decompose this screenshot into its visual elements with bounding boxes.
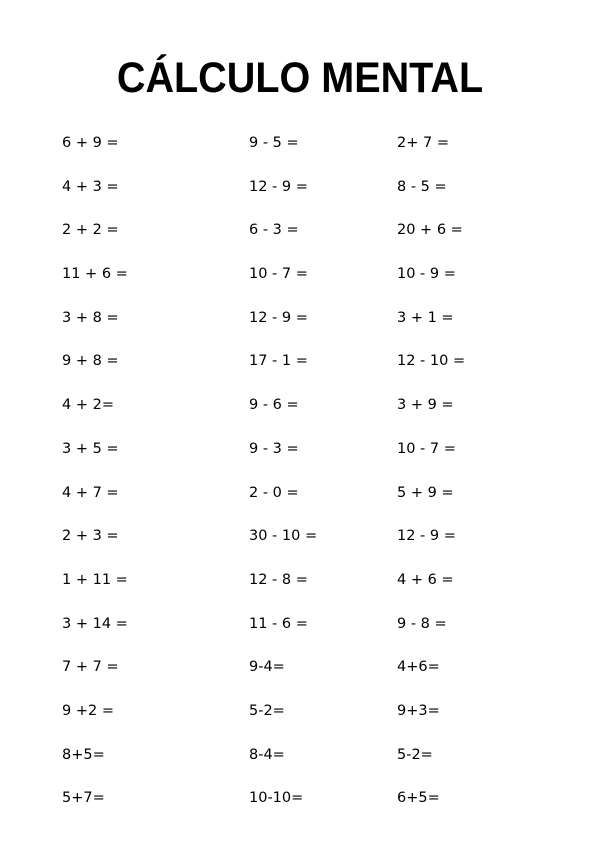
problem: 6 + 9 = xyxy=(62,135,119,151)
problem: 12 - 9 = xyxy=(397,528,456,545)
problem: 12 - 8 = xyxy=(249,571,308,588)
problem: 8 - 5 = xyxy=(397,178,447,195)
problem-column-2 xyxy=(249,130,419,829)
problem: 5+7= xyxy=(62,790,105,807)
problem: 12 - 9 = xyxy=(249,178,308,195)
problem: 5 + 9 = xyxy=(397,484,454,501)
problem: 11 - 6 = xyxy=(249,615,308,632)
problem: 6 - 3 = xyxy=(249,222,299,239)
problem: 10-10= xyxy=(249,790,304,807)
problem: 9 - 8 = xyxy=(397,615,447,632)
problem: 9 +2 = xyxy=(62,702,114,719)
problem: 8-4= xyxy=(249,746,285,763)
problem: 2 - 0 = xyxy=(249,484,299,501)
problem: 9+3= xyxy=(397,702,440,719)
problem: 3 + 8 = xyxy=(62,309,119,326)
problems-grid xyxy=(0,130,600,830)
problem: 2 + 2 = xyxy=(62,222,119,239)
problem: 2 + 3 = xyxy=(62,528,119,545)
problem: 5-2= xyxy=(397,746,433,763)
problem: 4 + 7 = xyxy=(62,484,119,501)
problem: 20 + 6 = xyxy=(397,222,463,239)
problem: 4 + 3 = xyxy=(62,178,119,195)
problem: 9 - 6 = xyxy=(249,397,299,414)
problem: 10 - 7 = xyxy=(249,266,308,283)
problem: 10 - 7 = xyxy=(397,440,456,457)
problem: 3 + 1 = xyxy=(397,309,454,326)
problem: 1 + 11 = xyxy=(62,571,128,588)
problem: 6+5= xyxy=(397,790,440,807)
problem: 3 + 5 = xyxy=(62,440,119,457)
problem-column-1 xyxy=(62,130,232,829)
problem: 11 + 6 = xyxy=(62,266,128,283)
problem: 7 + 7 = xyxy=(62,659,119,676)
problem: 12 - 10 = xyxy=(397,353,466,370)
problem: 10 - 9 = xyxy=(397,266,456,283)
problem: 4+6= xyxy=(397,659,440,676)
worksheet-title: CÁLCULO MENTAL xyxy=(116,54,484,102)
problem: 17 - 1 = xyxy=(249,353,308,370)
problem-column-3 xyxy=(397,130,567,829)
problem: 30 - 10 = xyxy=(249,528,318,545)
problem: 3 + 9 = xyxy=(397,397,454,414)
problem: 4 + 2= xyxy=(62,397,114,414)
problem: 9 - 5 = xyxy=(249,135,299,151)
problem: 8+5= xyxy=(62,746,105,763)
problem: 9 - 3 = xyxy=(249,440,299,457)
problem: 3 + 14 = xyxy=(62,615,128,632)
problem: 2+ 7 = xyxy=(397,135,449,151)
problem: 4 + 6 = xyxy=(397,571,454,588)
problem: 5-2= xyxy=(249,702,285,719)
problem: 9 + 8 = xyxy=(62,353,119,370)
problem: 12 - 9 = xyxy=(249,309,308,326)
problem: 9-4= xyxy=(249,659,285,676)
